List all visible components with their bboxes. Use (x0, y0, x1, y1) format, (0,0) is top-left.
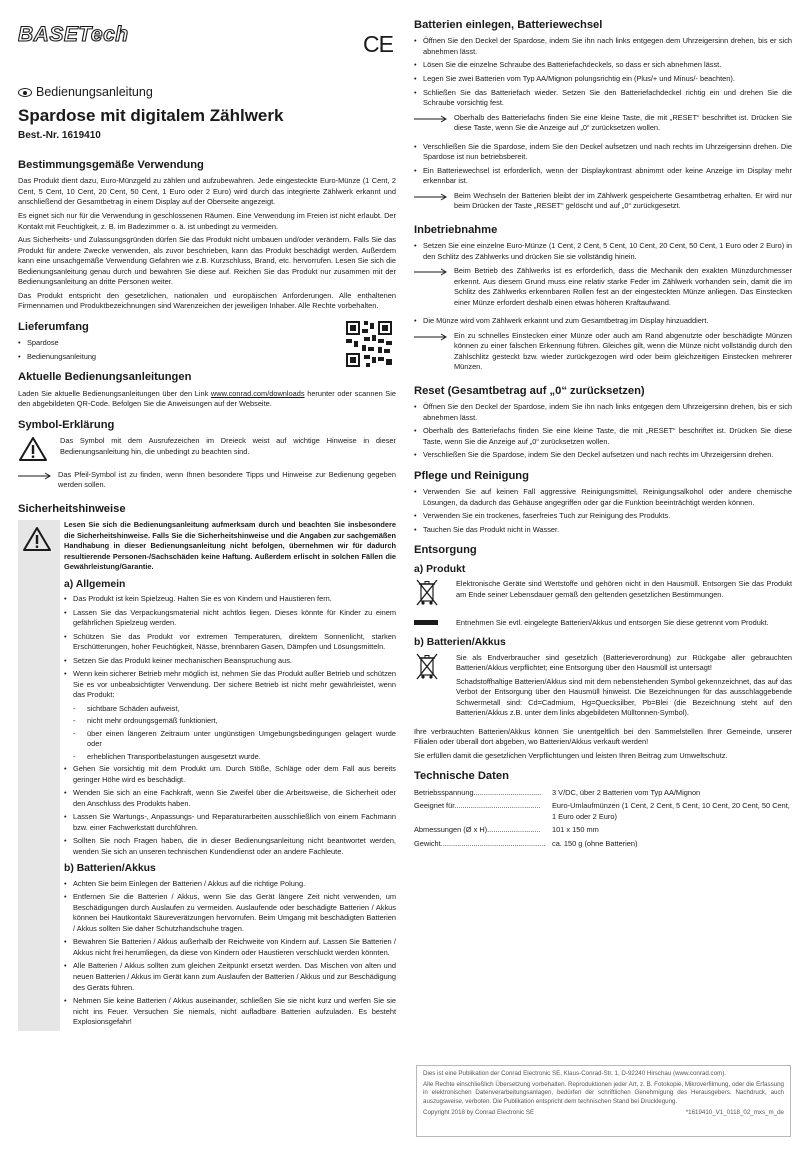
list-item: • Spardose (18, 338, 396, 349)
svg-text:BASETech: BASETech (18, 23, 129, 46)
arrow-right-icon (414, 193, 448, 201)
tech-value: Euro-Umlaufmünzen (1 Cent, 2 Cent, 5 Cent, 10 Cent, 20 Cent, 50 Cent, 1 Euro oder 2 Euro) (552, 801, 790, 821)
safety-heading: Sicherheitshinweise (18, 502, 126, 515)
tech-key: Gewicht................................................... (414, 838, 546, 848)
general-list-2 (64, 764, 396, 857)
disposal-product-row-2 (414, 618, 792, 632)
manual-label (18, 84, 153, 102)
tech-row (414, 839, 792, 850)
downloads-link[interactable]: www.conrad.com/downloads (210, 388, 305, 398)
list-item: • Sollten Sie noch Fragen haben, die in dieser Bedienungsanleitung nicht beantwortet werden, wenden Sie sich an unseren technischen Kundendienst oder an andere Fachleute. (64, 836, 396, 857)
footer-copyright: Copyright 2018 by Conrad Electronic SE (423, 1108, 535, 1116)
general-heading: a) Allgemein (64, 578, 126, 590)
intended-use-heading: Bestimmungsgemäße Verwendung (18, 159, 204, 171)
tech-value: 101 x 150 mm (552, 825, 599, 835)
publication-footer (416, 1065, 791, 1137)
disposal-product-row (414, 579, 792, 613)
startup-heading: Inbetriebnahme (414, 223, 498, 236)
page-title: Spardose mit digitalem Zählwerk (18, 106, 284, 125)
scope-heading: Lieferumfang (18, 320, 89, 333)
list-item: • Verwenden Sie auf keinen Fall aggressive Reinigungsmittel, Reinigungsalkohol oder andere chemische Lösungen, da dadurch das Gehäuse angegriffen oder gar die Funktion beeinträchtigt werden können. (414, 487, 792, 508)
note-row (414, 191, 792, 215)
list-item: • Entfernen Sie die Batterien / Akkus, wenn Sie das Gerät längere Zeit nicht verwenden, um Beschädigungen durch Auslaufen zu vermeiden. Auslaufende oder beschädigte Batterien / Akkus können bei Hautkontakt Säureverätzungen hervorrufen. Beim Umgang mit beschädigten Batterien / Akkus sollten Sie daher Schutzhandschuhe tragen. (64, 892, 396, 934)
list-item: • Lösen Sie die einzelne Schraube des Batteriefachdeckels, so dass er sich abnehmen lässt. (414, 60, 792, 71)
warning-triangle-icon (22, 526, 52, 552)
tech-row (414, 825, 792, 836)
list-item: • Lassen Sie Wartungs-, Anpassungs- und Reparaturarbeiten ausschließlich von einem Fachmann bzw. einer Fachwerkstatt durchführen. (64, 812, 396, 833)
eye-icon (18, 88, 32, 97)
list-item: • Öffnen Sie den Deckel der Spardose, indem Sie ihn nach links entgegen dem Uhrzeigersinn drehen, bis er sich abnehmen lässt. (414, 402, 792, 423)
disposal-battery-text-2: Schadstoffhaltige Batterien/Akkus sind mit dem nebenstehenden Symbol gekennzeichnet, das auf das Verbot der Entsorgung über den Hausmüll hinweist. Die Bezeichnungen für das ausschlaggebende Schwermetall sind: Cd=Cadmium, Hg=Quecksilber, Pb=Blei (die Bezeichnung steht auf den Batterien/Akkus z.B. unter dem links abgebildeten Mülltonnen-Symbol). (456, 676, 792, 718)
black-bar-icon (414, 620, 438, 625)
list-item: • Das Produkt ist kein Spielzeug. Halten Sie es von Kindern und Haustieren fern. (64, 594, 396, 605)
left-column (18, 150, 396, 1031)
crossed-bin-icon (414, 653, 440, 683)
battery-change-heading: Batterien einlegen, Batteriewechsel (414, 19, 603, 31)
list-item: • Nehmen Sie keine Batterien / Akkus auseinander, schließen Sie sie nicht kurz und werfen Sie sie nicht ins Feuer. Versuchen Sie niemals, nicht aufladbare Batterien aufzuladen. Es besteht Explosionsgefahr! (64, 996, 396, 1028)
disposal-battery-text-1: Sie als Endverbraucher sind gesetzlich (Batterieverordnung) zur Rückgabe aller gebrauchten Batterien/Akkus verpflichtet; eine Entsorgung über den Hausmüll ist untersagt! (456, 652, 792, 673)
general-sub-list (64, 704, 396, 763)
list-item: - nicht mehr ordnungsgemäß funktioniert, (73, 716, 396, 727)
warning-symbol-row (18, 436, 396, 466)
list-item: - über einen längeren Zeitraum unter ungünstigen Umgebungsbedingungen gelagert wurde oder (73, 729, 396, 750)
battery-safety-heading: b) Batterien/Akkus (64, 863, 156, 875)
footer-line-1: Dies ist eine Publikation der Conrad Electronic SE, Klaus-Conrad-Str. 1, D-92240 Hirschau (www.conrad.com). (423, 1070, 726, 1077)
tech-value: 3 V/DC, über 2 Batterien vom Typ AA/Mignon (552, 787, 701, 797)
order-number: Best.-Nr. 1619410 (18, 130, 101, 141)
tech-key: Geeignet für.......................................... (414, 801, 541, 811)
list-item: • Achten Sie beim Einlegen der Batterien / Akkus auf die richtige Polung. (64, 879, 396, 890)
brand-logo (18, 22, 140, 50)
tech-key: Abmessungen (Ø x H).......................... (414, 825, 541, 835)
ce-mark: CE (363, 31, 393, 57)
startup-list (414, 241, 792, 262)
intended-use-p2: Es eignet sich nur für die Verwendung in geschlossenen Räumen. Eine Verwendung im Freien ist nicht erlaubt. Der Kontakt mit Feuchtigkeit, z. B. im Badezimmer o. ä. ist unbedingt zu vermeiden. (18, 210, 396, 231)
battery-change-list (414, 36, 792, 108)
list-item: • Schützen Sie das Produkt vor extremen Temperaturen, direktem Sonnenlicht, starken Erschütterungen, hoher Feuchtigkeit, Nässe, brennbaren Gasen, Dämpfen und Lösungsmitteln. (64, 632, 396, 653)
list-item: • Ein Batteriewechsel ist erforderlich, wenn der Displaykontrast abnimmt oder keine Anzeige im Display mehr erkennbar ist. (414, 166, 792, 187)
list-item: • Die Münze wird vom Zählwerk erkannt und zum Gesamtbetrag im Display hinzuaddiert. (414, 316, 792, 327)
arrow-right-icon (414, 268, 448, 276)
startup-list-2 (414, 316, 792, 327)
arrow-right-icon (18, 472, 52, 480)
disposal-product-text-2: Entnehmen Sie evtl. eingelegte Batterien/Akkus und entsorgen Sie diese getrennt vom Produkt. (456, 617, 769, 627)
note-text: Oberhalb des Batteriefachs finden Sie eine kleine Taste, die mit „RESET“ beschriftet ist. Drücken Sie diese Taste, wenn Sie die Anzeige auf „0“ zurücksetzen wollen. (454, 112, 792, 133)
care-heading: Pflege und Reinigung (414, 469, 529, 482)
list-item: • Bedienungsanleitung (18, 352, 396, 363)
list-item: • Legen Sie zwei Batterien vom Typ AA/Mignon polungsrichtig ein (Plus/+ und Minus/- beachten). (414, 74, 792, 85)
arrow-symbol-text: Das Pfeil-Symbol ist zu finden, wenn Ihnen besondere Tipps und Hinweise zur Bedienung gegeben werden sollen. (58, 469, 396, 490)
right-column (414, 10, 792, 852)
note-row (414, 331, 792, 376)
note-row (414, 113, 792, 137)
note-row (414, 266, 792, 311)
list-item: • Verschließen Sie die Spardose, indem Sie den Deckel aufsetzen und nach rechts im Uhrzeigersinn drehen. Die Spardose ist nun betriebsbereit. (414, 142, 792, 163)
list-item: • Schließen Sie das Batteriefach wieder. Setzen Sie den Batteriefachdeckel richtig ein und drehen Sie die Schraube vorsichtig fest. (414, 88, 792, 109)
care-list (414, 487, 792, 535)
list-item: • Gehen Sie vorsichtig mit dem Produkt um. Durch Stöße, Schläge oder dem Fall aus bereits geringer Höhe wird es beschädigt. (64, 764, 396, 785)
safety-intro: Lesen Sie sich die Bedienungsanleitung aufmerksam durch und beachten Sie insbesondere die Sicherheitshinweise. Falls Sie die Sicherheitshinweise und die Angaben zur sachgemäßen Handhabung in dieser Bedienungsanleitung nicht befolgen, übernehmen wir für dadurch resultierende Personen-/Sachschäden keine Haftung. Außerdem erlischt in solchen Fällen die Gewährleistung/Garantie. (64, 519, 396, 572)
note-text: Beim Betrieb des Zählwerks ist es erforderlich, dass die Mechanik den exakten Münzdurchmesser erkennt. Aus diesem Grund muss eine relativ starke Feder im Zählwerk vorhanden sein, damit die im Schlitz des Zählwerks erkennbaren Rollen fest an der eingesteckten Münze anliegen. Das Einstecken einer Münze erfordert deshalb einen etwas höheren Kraftaufwand. (454, 266, 792, 307)
manual-label-text: Bedienungsanleitung (36, 85, 153, 99)
disposal-heading: Entsorgung (414, 544, 477, 557)
qr-code-icon[interactable] (344, 319, 394, 369)
scope-list (18, 338, 396, 362)
note-text: Beim Wechseln der Batterien bleibt der im Zählwerk gespeicherte Gesamtbetrag erhalten. Er wird nur beim Drücken der Taste „RESET“ gelöscht und auf „0“ zurückgesetzt. (454, 190, 792, 211)
list-item: • Setzen Sie das Produkt keiner mechanischen Beanspruchung aus. (64, 656, 396, 667)
list-item: • Öffnen Sie den Deckel der Spardose, indem Sie ihn nach links entgegen dem Uhrzeigersinn drehen, bis er sich abnehmen lässt. (414, 36, 792, 57)
current-manuals-heading: Aktuelle Bedienungsanleitungen (18, 371, 192, 384)
disposal-battery-text-4: Sie erfüllen damit die gesetzlichen Verpflichtungen und leisten Ihren Beitrag zum Umweltschutz. (414, 750, 728, 760)
tech-key: Betriebsspannung................................. (414, 787, 542, 797)
footer-doc-id: *1619410_V1_0118_02_mxs_m_de (685, 1108, 784, 1116)
intended-use-p3: Aus Sicherheits- und Zulassungsgründen dürfen Sie das Produkt nicht umbauen und/oder verändern. Falls Sie das Produkt für andere Zwecke verwenden, als zuvor beschrieben, kann das Produkt beschädigt werden. Außerdem kann eine unsachgemäße Verwendung Gefahren wie z.B. Kurzschluss, Brand, etc. hervorrufen. Lesen Sie sich die Bedienungsanleitung genau durch und bewahren Sie diese auf. Reichen Sie das Produkt nur zusammen mit der Bedienungsanleitung an dritte Personen weiter. (18, 235, 396, 287)
list-item: • Alle Batterien / Akkus sollten zum gleichen Zeitpunkt ersetzt werden. Das Mischen von alten und neuen Batterien / Akkus im Gerät kann zum Auslaufen der Batterien / Akkus und zur Beschädigung des Geräts führen. (64, 961, 396, 993)
list-item: • Wenn kein sicherer Betrieb mehr möglich ist, nehmen Sie das Produkt außer Betrieb und schützen Sie es vor unbeabsichtigter Verwendung. Der sichere Betrieb ist nicht mehr gewährleistet, wenn das Produkt: (64, 669, 396, 701)
list-item: • Setzen Sie eine einzelne Euro-Münze (1 Cent, 2 Cent, 5 Cent, 10 Cent, 20 Cent, 50 Cent, 1 Euro oder 2 Euro) in den Schlitz des Zählwerks und drücken Sie sie vollständig hinein. (414, 241, 792, 262)
disposal-battery-text-3: Ihre verbrauchten Batterien/Akkus können Sie unentgeltlich bei den Sammelstellen Ihrer Gemeinde, unserer Filialen oder überall dort abgeben, wo Batterien/Akkus verkauft werden! (414, 726, 792, 747)
disposal-battery-row (414, 653, 792, 722)
tech-heading: Technische Daten (414, 770, 509, 783)
general-list (64, 594, 396, 701)
list-item: • Lassen Sie das Verpackungsmaterial nicht achtlos liegen. Dieses könnte für Kinder zu einem gefährlichen Spielzeug werden. (64, 608, 396, 629)
arrow-symbol-row (18, 470, 396, 494)
current-manuals-text: Laden Sie aktuelle Bedienungsanleitungen über den Link www.conrad.com/downloads herunter oder scannen Sie den abgebildeten QR-Code. Befolgen Sie die Anweisungen auf der Webseite. (18, 388, 396, 409)
symbols-heading: Symbol-Erklärung (18, 418, 115, 431)
intended-use-p4: Das Produkt entspricht den gesetzlichen, nationalen und europäischen Anforderungen. Alle enthaltenen Firmennamen und Produktbezeichnungen sind Warenzeichen der jeweiligen Inhaber. Alle Rechte vorbehalten. (18, 290, 396, 311)
list-item: • Wenden Sie sich an eine Fachkraft, wenn Sie Zweifel über die Arbeitsweise, die Sicherheit oder den Anschluss des Produkts haben. (64, 788, 396, 809)
warning-triangle-icon (18, 436, 48, 462)
intended-use-p1: Das Produkt dient dazu, Euro-Münzgeld zu zählen und aufzubewahren. Jede eingesteckte Euro-Münze (1 Cent, 2 Cent, 5 Cent, 10 Cent, 20 Cent, 50 Cent, 1 Euro oder 2 Euro) wird durch das integrierte Zählwerk erkannt und anschließend der Gesamtbetrag in einem Display auf der Oberseite angezeigt. (18, 176, 396, 207)
disposal-product-heading: a) Produkt (414, 563, 466, 575)
list-item: - sichtbare Schäden aufweist, (73, 704, 396, 715)
list-item: • Bewahren Sie Batterien / Akkus außerhalb der Reichweite von Kindern auf. Lassen Sie Batterien / Akkus nicht frei herumliegen, da diese von Kindern oder Haustieren verschluckt werden könnten. (64, 937, 396, 958)
note-text: Ein zu schnelles Einstecken einer Münze oder auch am Rand abgenutzte oder beschädigte Münzen können zu einer falschen Erkennung führen. Gleiches gilt, wenn die Münze nicht vollständig durch den Zählschlitz gesteckt bzw. wieder zurückgezogen wird oder beim gleichzeitigen Einstecken mehrerer Münzen. (454, 330, 792, 372)
list-item: • Verwenden Sie ein trockenes, faserfreies Tuch zur Reinigung des Produkts. (414, 511, 792, 522)
disposal-product-text: Elektronische Geräte sind Wertstoffe und gehören nicht in den Hausmüll. Entsorgen Sie das Produkt am Ende seiner Lebensdauer gemäß den geltenden gesetzlichen Bestimmungen. (456, 579, 792, 599)
reset-list (414, 402, 792, 461)
disposal-battery-heading: b) Batterien/Akkus (414, 637, 506, 649)
safety-intro-box (18, 520, 396, 1031)
battery-safety-list (64, 879, 396, 1028)
tech-row (414, 788, 792, 799)
reset-heading: Reset (Gesamtbetrag auf „0“ zurücksetzen) (414, 384, 645, 397)
warning-symbol-text: Das Symbol mit dem Ausrufezeichen im Dreieck weist auf wichtige Hinweise in dieser Bedienungsanleitung hin, die unbedingt zu beachten sind. (60, 436, 396, 456)
battery-change-list-2 (414, 142, 792, 187)
list-item: • Oberhalb des Batteriefachs finden Sie eine kleine Taste, die mit „RESET“ beschriftet ist. Drücken Sie diese Taste, wenn Sie die Anzeige auf „0“ zurücksetzen wollen. (414, 426, 792, 447)
tech-value: ca. 150 g (ohne Batterien) (552, 838, 638, 848)
arrow-right-icon (414, 115, 448, 123)
list-item: - erheblichen Transportbelastungen ausgesetzt wurde. (73, 752, 396, 763)
crossed-bin-icon (414, 579, 440, 609)
tech-row (414, 801, 792, 822)
footer-line-2: Alle Rechte einschließlich Übersetzung vorbehalten. Reproduktionen jeder Art, z. B. Fotokopie, Mikroverfilmung, oder die Erfassung in elektronischen Datenverarbeitungsanlagen, bedürfen der schriftlichen Genehmigung des Herausgebers. Nachdruck, auch auszugsweise, verboten. Die Publikation entspricht dem technischen Stand bei Drucklegung. (423, 1080, 784, 1106)
arrow-right-icon (414, 333, 448, 341)
list-item: • Tauchen Sie das Produkt nicht in Wasser. (414, 525, 792, 536)
list-item: • Verschließen Sie die Spardose, indem Sie den Deckel aufsetzen und nach rechts im Uhrzeigersinn drehen. (414, 450, 792, 461)
